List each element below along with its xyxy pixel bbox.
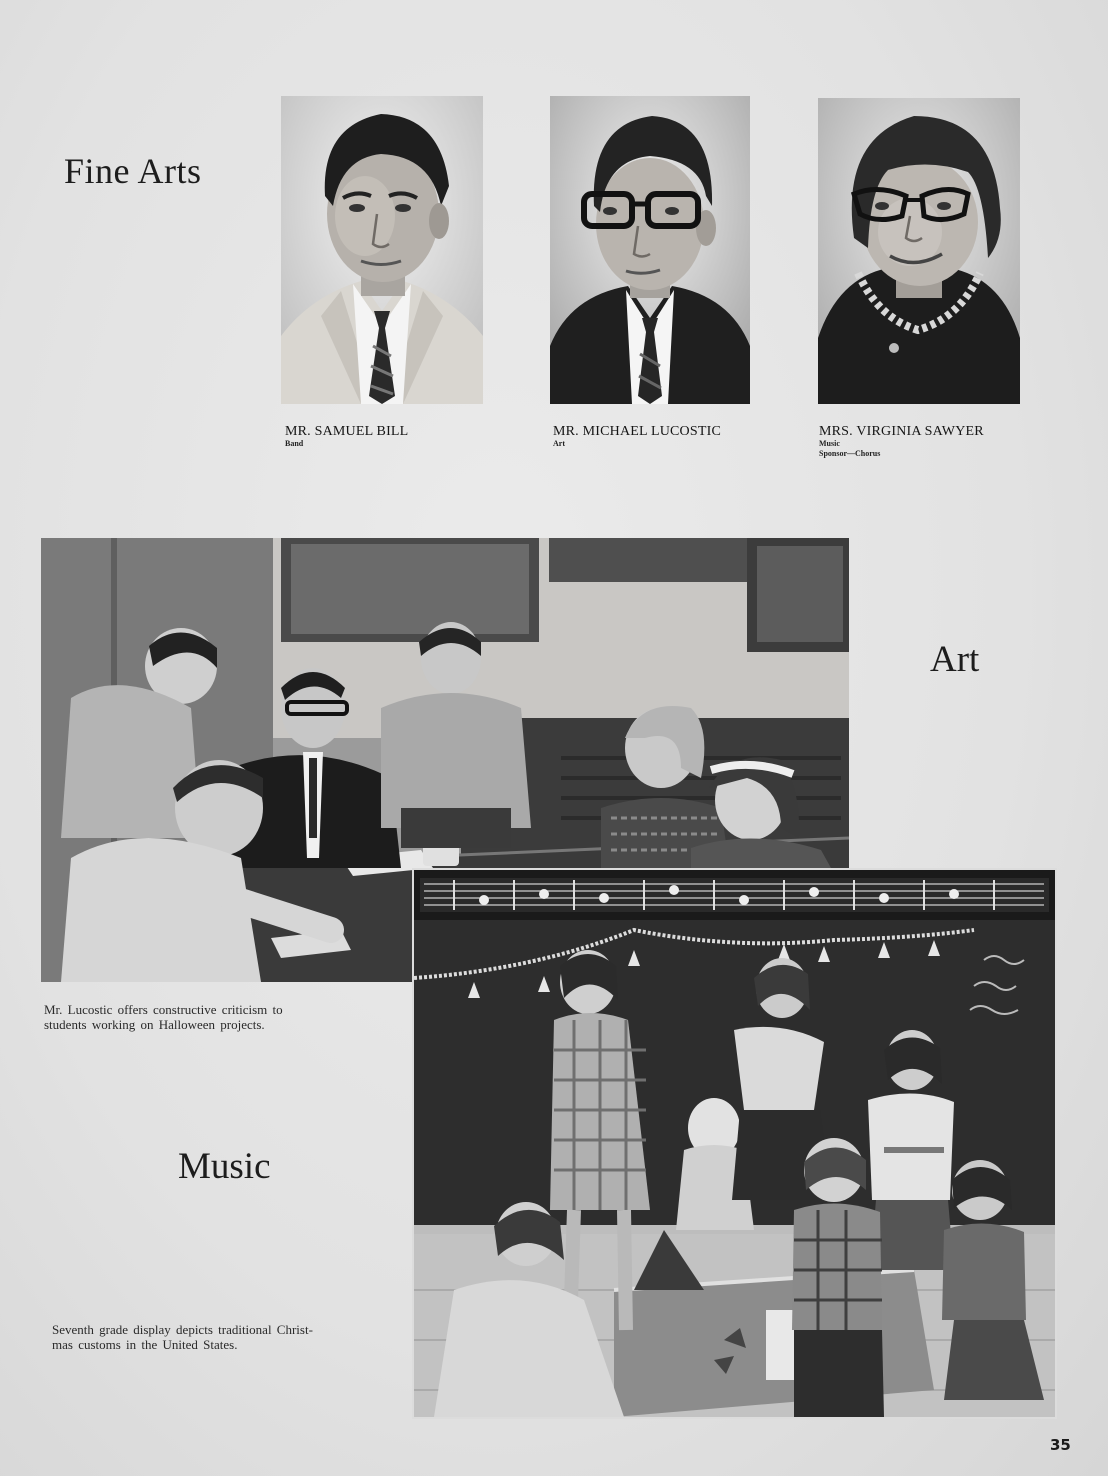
music-photo-caption xyxy=(52,1322,313,1352)
portrait-samuel-bill xyxy=(281,96,483,404)
faculty-name: MR. SAMUEL BILL xyxy=(285,424,409,439)
faculty-subject: Band xyxy=(285,439,304,448)
portrait-photo-1 xyxy=(281,96,483,404)
faculty-extra-role: Sponsor—Chorus xyxy=(819,449,881,458)
faculty-subject: Music xyxy=(819,439,840,448)
faculty-name: MR. MICHAEL LUCOSTIC xyxy=(553,424,721,439)
section-title-music: Music xyxy=(178,1146,271,1187)
faculty-name: MRS. VIRGINIA SAWYER xyxy=(819,424,984,439)
portrait-photo-2 xyxy=(550,96,750,404)
portrait-michael-lucostic xyxy=(550,96,750,404)
faculty-subject: Art xyxy=(553,439,565,448)
faculty-caption-2 xyxy=(553,424,721,449)
section-title-fine-arts: Fine Arts xyxy=(64,151,202,191)
art-photo-caption xyxy=(44,1002,283,1032)
music-caption-line-2: mas customs in the United States. xyxy=(52,1337,238,1352)
art-caption-line-2: students working on Halloween projects. xyxy=(44,1017,265,1032)
page-number: 35 xyxy=(1050,1436,1071,1454)
portrait-photo-3 xyxy=(818,98,1020,404)
art-caption-line-1: Mr. Lucostic offers constructive criticism to xyxy=(44,1002,283,1017)
portrait-virginia-sawyer xyxy=(818,98,1020,404)
faculty-caption-1 xyxy=(285,424,408,449)
music-class-photo xyxy=(414,870,1055,1417)
music-class-scene xyxy=(414,870,1055,1417)
section-title-art: Art xyxy=(930,639,980,680)
faculty-caption-3 xyxy=(819,424,984,459)
music-caption-line-1: Seventh grade display depicts traditional Christ- xyxy=(52,1322,313,1337)
